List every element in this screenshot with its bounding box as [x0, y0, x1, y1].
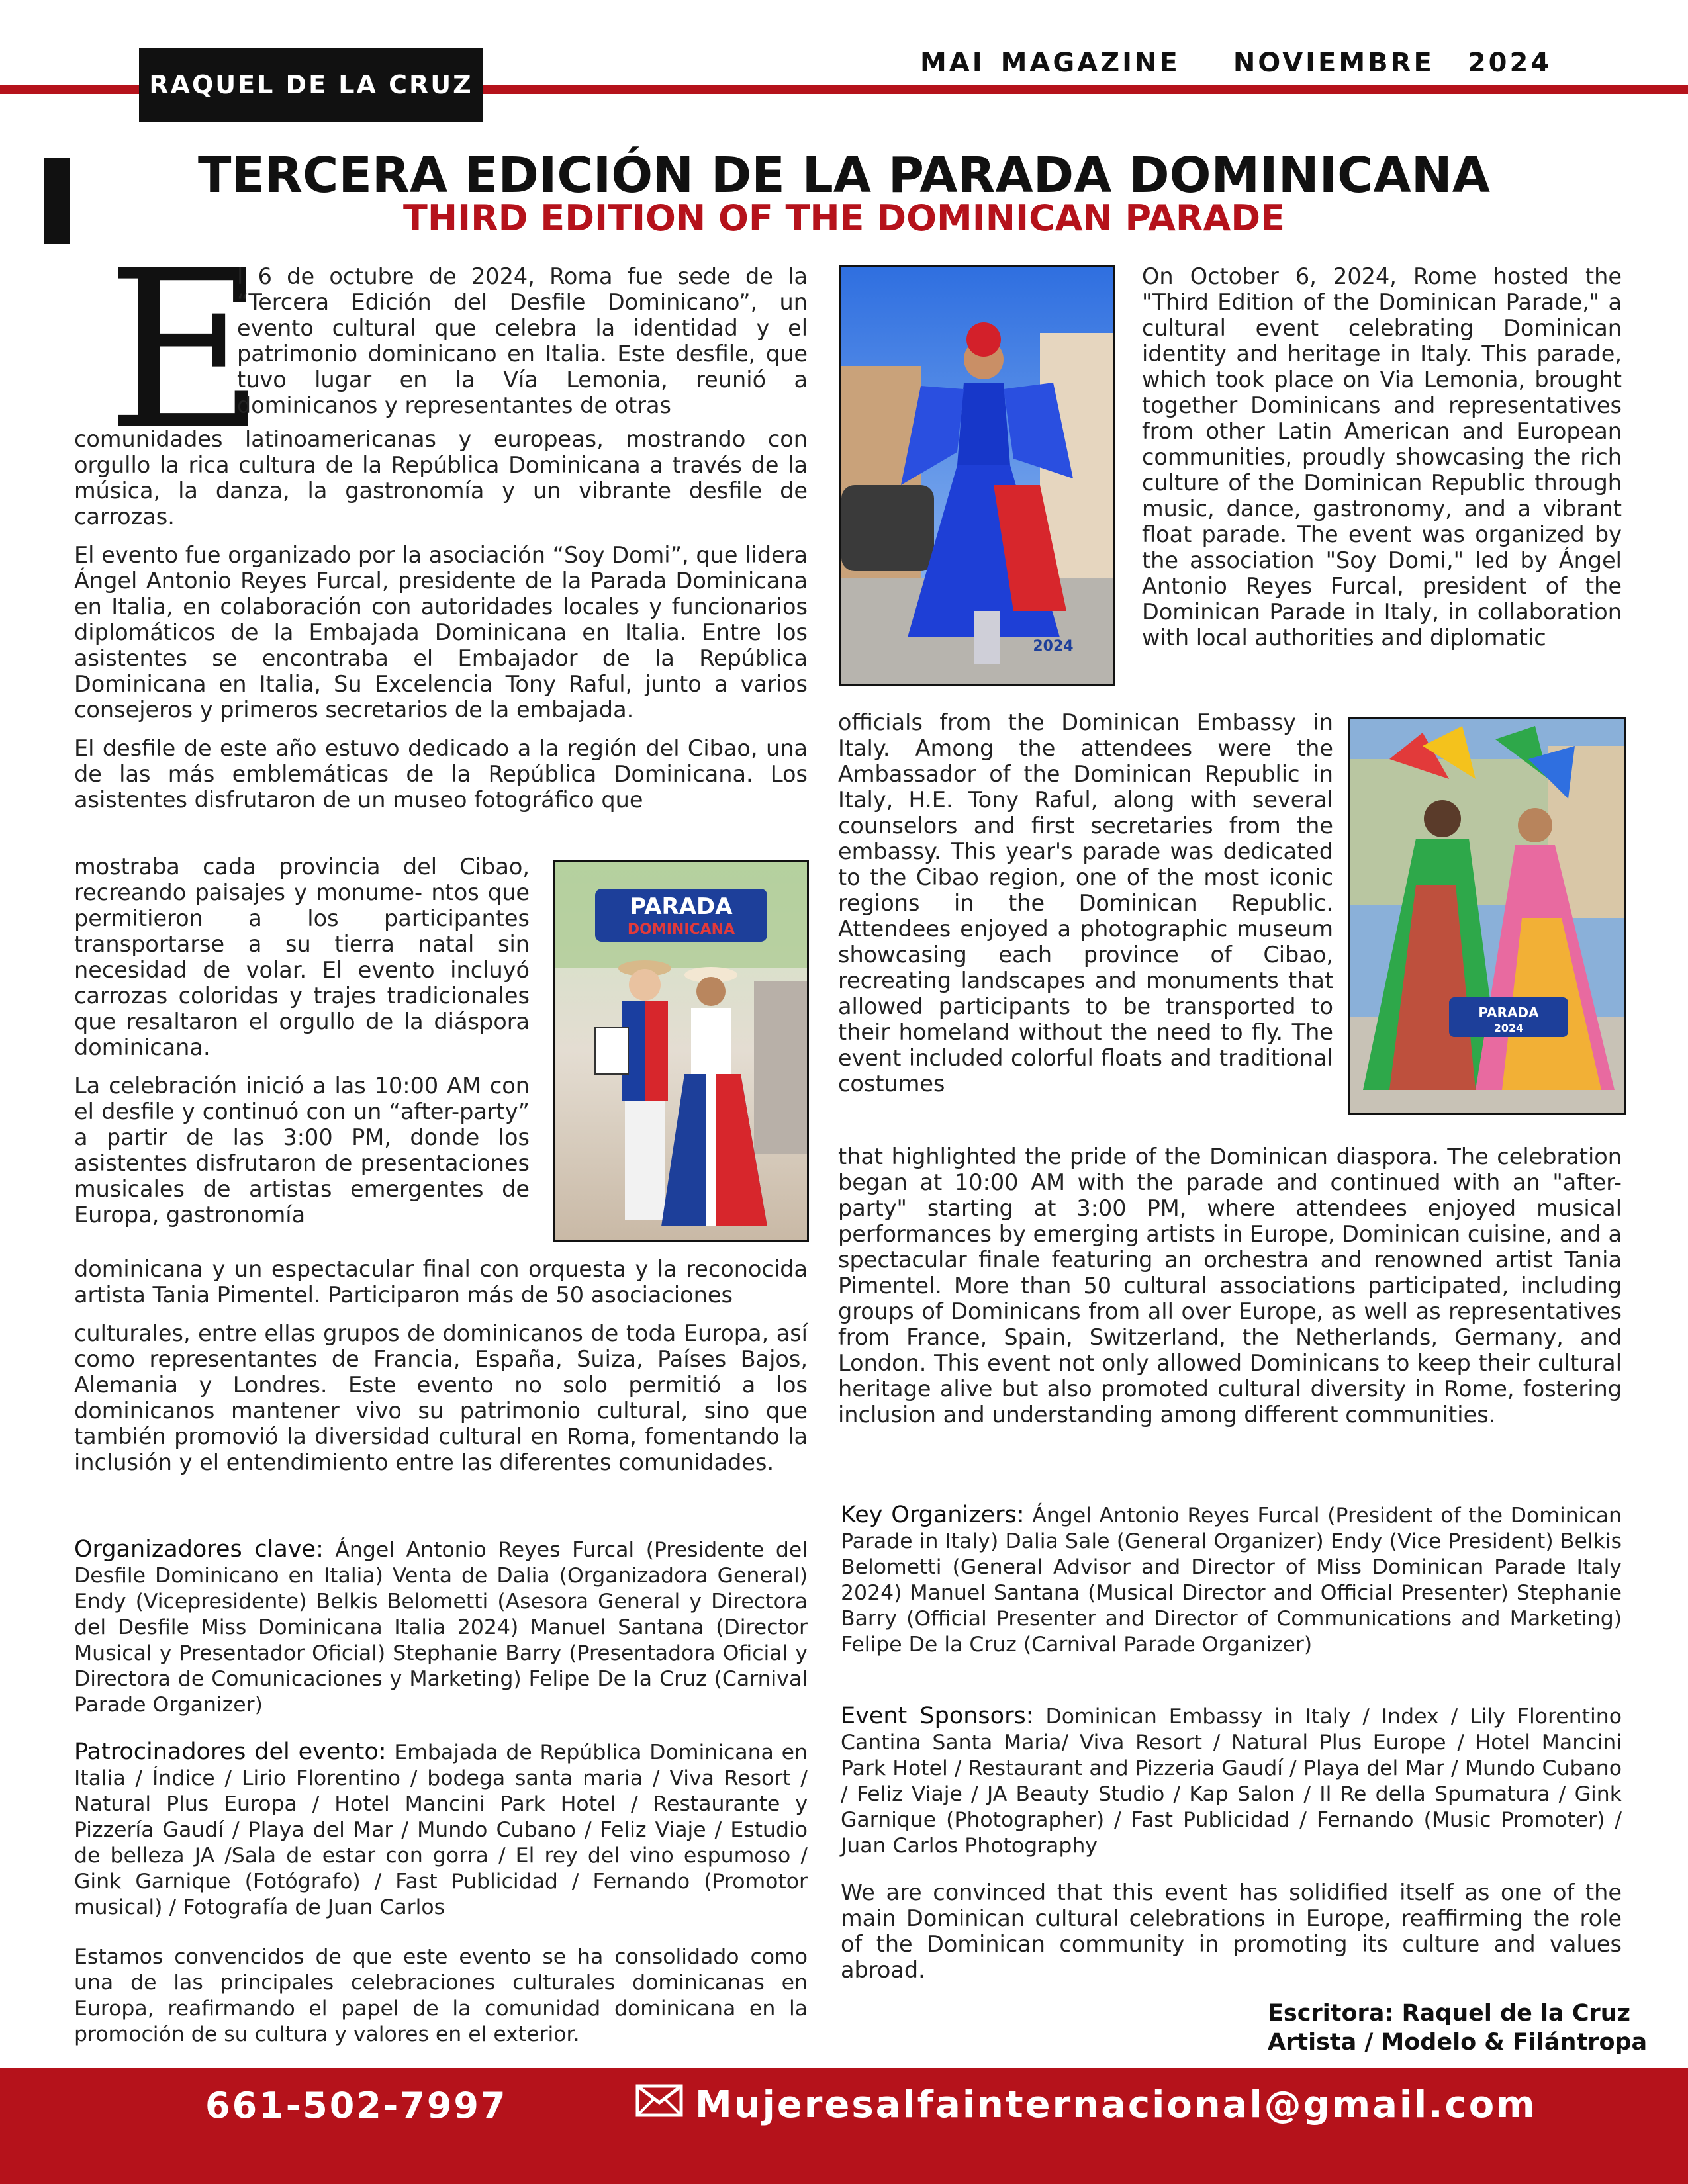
- paragraph: comunidades latinoamericanas y europeas, mostrando con orgullo la rica cultura de la República Dominicana a través de la música, la danza, la gastronomía y un vibrante desfile de carrozas.: [74, 426, 808, 529]
- paragraph: dominicana y un espectacular final con orquesta y la reconocida artista Tania Pimentel. Participaron más de 50 asociaciones: [74, 1256, 808, 1308]
- photo-carnival-image: [1350, 719, 1624, 1113]
- photo-logo-text: PARADA: [1478, 1005, 1539, 1021]
- photo-year-label: 2024: [1033, 638, 1074, 655]
- sponsors-label: Patrocinadores del evento:: [74, 1739, 387, 1765]
- magazine-header: [920, 48, 1552, 78]
- intro-paragraph: l 6 de octubre de 2024, Roma fue sede de la “Tercera Edición del Desfile Dominicano”, un evento cultural que celebra la identidad y el patrimonio dominicano en Italia. Este desfile, que tuvo lugar en la Vía Lemonia, reunió a dominicanos y representantes de otras: [237, 263, 808, 418]
- sponsors-label: Event Sponsors:: [841, 1703, 1034, 1729]
- organizers-text: Ángel Antonio Reyes Furcal (Presidente del Desfile Dominicano en Italia) Venta de Dalia (Organizadora General) Endy (Vicepresidente) Belkis Belometti (Asesora General y Directora del Desfile Miss Dominicana Italia 2024) Manuel Santana (Director Musical y Presentador Oficial) Stephanie Barry (Presentadora Oficial y Directora de Comunicaciones y Marketing) Felipe De la Cruz (Carnival Parade Organizer): [74, 1538, 808, 1717]
- right-column-mid: [838, 709, 1333, 1109]
- footer-email-link[interactable]: [635, 2083, 1537, 2126]
- left-closing: [74, 1944, 808, 2060]
- footer-email-text[interactable]: Mujeresalfainternacional@gmail.com: [695, 2083, 1537, 2126]
- left-column-bottom: [74, 1256, 808, 1488]
- page-title: TERCERA EDICIÓN DE LA PARADA DOMINICANA: [198, 147, 1490, 204]
- page-subtitle: THIRD EDITION OF THE DOMINICAN PARADE: [402, 197, 1286, 239]
- left-intro: [237, 263, 808, 431]
- left-sponsors: [74, 1739, 808, 1933]
- footer-phone[interactable]: 661-502-7997: [205, 2085, 508, 2126]
- paragraph: officials from the Dominican Embassy in Italy. Among the attendees were the Ambassador of the Dominican Republic in Italy, H.E. Tony Raful, along with several counselors and first secretaries from the embassy. This year's parade was dedicated to the Cibao region, one of the most iconic regions in the Dominican Republic. Attendees enjoyed a photographic museum showcasing each province of Cibao, recreating landscapes and monuments that allowed participants to be transported to their homeland without the need to fly. The event included colorful floats and traditional costumes: [838, 709, 1333, 1097]
- left-column-narrow: [74, 854, 530, 1240]
- photo-logo-year: 2024: [1493, 1022, 1524, 1034]
- issue-month: NOVIEMBRE: [1233, 48, 1434, 78]
- photo-couple-parade: [553, 860, 809, 1242]
- envelope-icon: [635, 2083, 683, 2126]
- paragraph: culturales, entre ellas grupos de dominicanos de toda Europa, así como representantes de Francia, España, Suiza, Países Bajos, Alemania y Londres. Este evento no solo permitió a los dominicanos mantener vivo su patrimonio cultural, sino que también promovió la diversidad cultural en Roma, fomentando la inclusión y el entendimiento entre las diferentes comunidades.: [74, 1320, 808, 1475]
- left-column-top: [74, 426, 808, 825]
- right-column-top: [1142, 263, 1622, 663]
- photo-logo-line1: PARADA: [630, 893, 733, 920]
- issue-year: 2024: [1467, 48, 1552, 78]
- closing-paragraph: Estamos convencidos de que este evento se ha consolidado como una de las principales celebraciones culturales dominicanas en Europa, reafirmando el papel de la comunidad dominicana en la promoción de su cultura y valores en el exterior.: [74, 1945, 808, 2046]
- right-closing: [841, 1880, 1622, 1995]
- photo-couple-image: [555, 862, 807, 1240]
- drop-cap: E: [106, 224, 265, 478]
- organizers-label: Organizadores clave:: [74, 1536, 324, 1563]
- signature-line2: Artista / Modelo & Filántropa: [1268, 2029, 1648, 2056]
- left-organizers: [74, 1537, 808, 1731]
- photo-carnival-costumes: [1348, 717, 1626, 1115]
- paragraph: El desfile de este año estuvo dedicado a la región del Cibao, una de las más emblemáticas de la República Dominicana. Los asistentes disfrutaron de un museo fotográfico que: [74, 735, 808, 813]
- closing-paragraph: We are convinced that this event has solidified itself as one of the main Dominican cultural celebrations in Europe, reaffirming the role of the Dominican community in promoting its culture and values abroad.: [841, 1880, 1622, 1983]
- sponsors-text: Dominican Embassy in Italy / Index / Lily Florentino Cantina Santa Maria/ Viva Resort / Natural Plus Europe / Hotel Mancini Park Hotel / Restaurant and Pizzeria Gaudí / Playa del Mar / Mundo Cubano / Feliz Viaje / JA Beauty Studio / Kap Salon / Il Re della Spumatura / Gink Garnique (Photographer) / Fast Publicidad / Fernando (Music Promoter) / Juan Carlos Photography: [841, 1705, 1622, 1858]
- photo-blue-dress-image: [841, 267, 1113, 684]
- right-sponsors: [841, 1704, 1622, 1872]
- sponsors-text: Embajada de República Dominicana en Italia / Índice / Lirio Florentino / bodega santa maria / Viva Resort / Natural Plus Europa / Hotel Mancini Park Hotel / Restaurante y Pizzería Gaudí / Playa del Mar / Mundo Cubano / Feliz Viaje / Estudio de belleza JA /Sala de estar con gorra / El rey del vino espumoso / Gink Garnique (Fotógrafo) / Fast Publicidad / Fernando (Promotor musical) / Fotografía de Juan Carlos: [74, 1741, 808, 1919]
- paragraph: On October 6, 2024, Rome hosted the "Third Edition of the Dominican Parade," a cultural event celebrating Dominican identity and heritage in Italy. This parade, which took place on Via Lemonia, brought together Dominicans and representatives from other Latin American and European communities, proudly showcasing the rich culture of the Dominican Republic through music, dance, gastronomy, and a vibrant float parade. The event was organized by the association "Soy Domi," led by Ángel Antonio Reyes Furcal, president of the Dominican Parade in Italy, in collaboration with local authorities and diplomatic: [1142, 263, 1622, 651]
- paragraph: El evento fue organizado por la asociación “Soy Domi”, que lidera Ángel Antonio Reyes Furcal, presidente de la Parada Dominicana en Italia, en colaboración con autoridades locales y funcionarios diplomáticos de la Embajada Dominicana en Italia. Entre los asistentes se encontraba el Embajador de la República Dominicana en Italia, Su Excelencia Tony Raful, junto a varios consejeros y primeros secretarios de la embajada.: [74, 542, 808, 723]
- organizers-label: Key Organizers:: [841, 1502, 1025, 1528]
- author-signature: [1268, 1999, 1647, 2057]
- organizers-text: Ángel Antonio Reyes Furcal (President of the Dominican Parade in Italy) Dalia Sale (General Organizer) Endy (Vice President) Belkis Belometti (General Advisor and Director of Miss Dominican Parade Italy 2024) Manuel Santana (Musical Director and Official Presenter) Stephanie Barry (Official Presenter and Director of Communications and Marketing) Felipe De la Cruz (Carnival Parade Organizer): [841, 1504, 1622, 1657]
- signature-line1: Escritora: Raquel de la Cruz: [1268, 2000, 1631, 2026]
- right-organizers: [841, 1502, 1622, 1670]
- right-column-bottom: [838, 1144, 1622, 1440]
- photo-blue-dress: [839, 265, 1115, 686]
- magazine-name: MAI MAGAZINE: [920, 48, 1180, 78]
- photo-logo-line2: DOMINICANA: [627, 921, 735, 938]
- author-tag: RAQUEL DE LA CRUZ: [139, 48, 483, 122]
- paragraph: mostraba cada provincia del Cibao, recreando paisajes y monume- ntos que permitieron a los participantes transportarse a su tierra natal sin necesidad de volar. El evento incluyó carrozas coloridas y trajes tradicionales que resaltaron el orgullo de la diáspora dominicana.: [74, 854, 530, 1060]
- paragraph: La celebración inició a las 10:00 AM con el desfile y continuó con un “after-party” a partir de las 3:00 PM, donde los asistentes disfrutaron de presentaciones musicales de artistas emergentes de Europa, gastronomía: [74, 1073, 530, 1228]
- paragraph: that highlighted the pride of the Dominican diaspora. The celebration began at 10:00 AM with the parade and continued with an "after-party" starting at 3:00 PM, where attendees enjoyed musical performances by emerging artists in Europe, Dominican cuisine, and a spectacular finale featuring an orchestra and renowned artist Tania Pimentel. More than 50 cultural associations participated, including groups of Dominicans from all over Europe, as well as representatives from France, Spain, Switzerland, the Netherlands, Germany, and London. This event not only allowed Dominicans to keep their cultural heritage alive but also promoted cultural diversity in Rome, fostering inclusion and understanding among different communities.: [838, 1144, 1622, 1428]
